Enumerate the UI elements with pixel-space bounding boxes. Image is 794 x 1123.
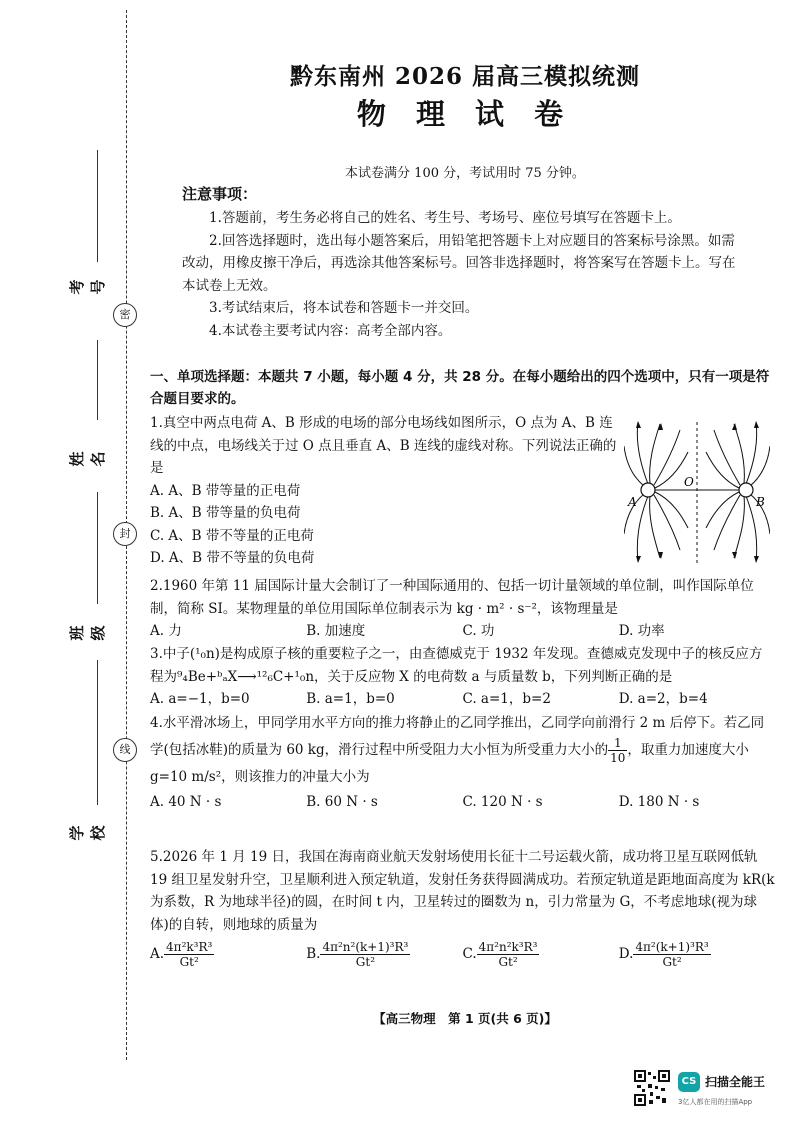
question-5-option-b bbox=[306, 940, 462, 969]
question-4-option-c: C. 120 N · s bbox=[462, 794, 543, 810]
label-b: B bbox=[756, 495, 765, 509]
option-letter: B. bbox=[306, 946, 321, 962]
question-3 bbox=[150, 643, 775, 711]
question-4-option-b: B. 60 N · s bbox=[306, 794, 378, 810]
exam-title: 黔东南州 2026 届高三模拟统测 bbox=[289, 63, 641, 90]
charge-a bbox=[641, 483, 655, 497]
qr-code-icon bbox=[634, 1070, 670, 1106]
section-heading: 一、单项选择题：本题共 7 小题，每小题 4 分，共 28 分。在每小题给出的四个选项中，只有一项是符合题目要求的。 bbox=[150, 369, 770, 407]
notice-list bbox=[182, 207, 742, 342]
question-2-stem: 2.1960 年第 11 届国际计量大会制订了一种国际通用的、包括一切计量领域的单位制，叫作国际单位制，简称 SI。某物理量的单位用国际单位制表示为 kg · m² · s⁻²，该物理量是 bbox=[150, 578, 754, 617]
question-3-option-c: C. a=1，b=2 bbox=[462, 691, 551, 707]
fraction-denominator: 10 bbox=[610, 751, 626, 765]
label-school: 学校 bbox=[68, 825, 107, 841]
fraction-numerator: 4π²(k+1)³R³ bbox=[635, 940, 709, 954]
notice-item: 3.考试结束后，将本试卷和答题卡一并交回。 bbox=[209, 300, 479, 316]
field-lines-right bbox=[706, 422, 770, 562]
fraction-numerator: 4π²n²(k+1)³R³ bbox=[322, 940, 409, 954]
label-class: 班级 bbox=[68, 625, 107, 641]
charge-b bbox=[739, 483, 753, 497]
full-score-note: 本试卷满分 100 分，考试用时 75 分钟。 bbox=[345, 166, 585, 181]
name-line[interactable] bbox=[97, 340, 98, 420]
cs-logo: CS bbox=[678, 1072, 700, 1092]
question-1-option-b: B. A、B 带等量的负电荷 bbox=[150, 505, 301, 521]
question-3-option-a: A. a=−1，b=0 bbox=[150, 691, 250, 707]
question-4-option-a: A. 40 N · s bbox=[150, 794, 222, 810]
question-3-option-b: B. a=1，b=0 bbox=[306, 691, 395, 707]
label-exam-number: 考号 bbox=[68, 279, 107, 295]
question-4-stem bbox=[150, 711, 775, 790]
seal-mark-mi: 密 bbox=[113, 303, 137, 327]
scanner-app-name: 扫描全能王 bbox=[705, 1075, 766, 1089]
question-4 bbox=[150, 711, 775, 815]
fraction-denominator: Gt² bbox=[179, 955, 199, 969]
question-2-option-b: B. 加速度 bbox=[306, 623, 366, 639]
notice-item: 4.本试卷主要考试内容：高考全部内容。 bbox=[209, 322, 452, 339]
question-2 bbox=[150, 575, 775, 643]
fraction-denominator: Gt² bbox=[355, 955, 375, 969]
option-fraction bbox=[320, 940, 410, 969]
binding-strip bbox=[0, 0, 140, 1123]
option-letter: A. bbox=[150, 946, 165, 962]
question-4-option-d: D. 180 N · s bbox=[618, 794, 700, 810]
option-letter: C. bbox=[462, 946, 477, 962]
question-3-option-d: D. a=2，b=4 bbox=[618, 691, 708, 707]
question-5-option-c bbox=[463, 940, 619, 969]
seal-mark-feng: 封 bbox=[113, 522, 137, 546]
question-4-fraction bbox=[608, 736, 627, 765]
question-5-stem: 5.2026 年 1 月 19 日，我国在海南商业航天发射场使用长征十二号运载火箭，成功将卫星互联网低轨 19 组卫星发射升空，卫星顺利进入预定轨道，发射任务获得圆满成功。若预定轨道是距地面高度为 kR(k 为系数，R 为地球半径)的圆，在时间 t 内，卫星转过的圈数为 n，引力常量为 G，不考虑地球(视为球体)的自转，则地球的质量为 bbox=[150, 849, 775, 933]
page-footer: 【高三物理 第 1 页(共 6 页)】 bbox=[373, 1011, 557, 1026]
question-2-option-c: C. 功 bbox=[462, 623, 495, 639]
question-2-option-d: D. 功率 bbox=[618, 623, 665, 639]
notice-item: 1.答题前，考生务必将自己的姓名、考生号、考场号、座位号填写在答题卡上。 bbox=[209, 210, 681, 226]
notice-item: 2.回答选择题时，选出每小题答案后，用铅笔把答题卡上对应题目的答案标号涂黑。如需改动，用橡皮擦干净后，再选涂其他答案标号。回答非选择题时，将答案写在答题卡上。写在本试卷上无效。 bbox=[182, 232, 736, 294]
question-1-option-a: A. A、B 带等量的正电荷 bbox=[150, 482, 301, 499]
option-fraction bbox=[633, 940, 710, 969]
question-4-stem-part1: 4.水平滑冰场上，甲同学用水平方向的推力将静止的乙同学推出，乙同学向前滑行 2 m 后停下。若乙同学(包括冰鞋)的质量为 60 kg，滑行过程中所受阻力大小恒为所受重力大小的 bbox=[150, 715, 765, 758]
electric-field-figure bbox=[624, 418, 770, 566]
exam-subject: 物 理 试 卷 bbox=[356, 97, 574, 131]
question-5-option-d bbox=[619, 940, 775, 969]
option-fraction bbox=[477, 940, 540, 969]
question-5 bbox=[150, 846, 775, 969]
fraction-numerator: 4π²n²k³R³ bbox=[478, 940, 538, 954]
question-1-option-d: D. A、B 带不等量的负电荷 bbox=[150, 550, 315, 566]
label-name: 姓名 bbox=[68, 451, 107, 467]
question-2-option-a: A. 力 bbox=[150, 623, 182, 639]
exam-number-line[interactable] bbox=[97, 150, 98, 262]
question-1 bbox=[150, 412, 620, 570]
notice-heading: 注意事项： bbox=[182, 185, 258, 203]
seal-mark-xian: 线 bbox=[113, 738, 137, 762]
question-1-stem: 1.真空中两点电荷 A、B 形成的电场的部分电场线如图所示，O 点为 A、B 连线的中点，电场线关于过 O 点且垂直 A、B 连线的虚线对称。下列说法正确的是 bbox=[150, 415, 617, 476]
option-letter: D. bbox=[618, 946, 634, 962]
fraction-numerator: 1 bbox=[608, 736, 627, 751]
scanner-tagline: 3亿人都在用的扫描App bbox=[678, 1098, 753, 1106]
label-a: A bbox=[628, 495, 637, 509]
field-lines-left bbox=[624, 422, 688, 562]
fraction-denominator: Gt² bbox=[498, 955, 518, 969]
option-fraction bbox=[164, 940, 214, 969]
class-line[interactable] bbox=[97, 492, 98, 604]
question-3-stem: 3.中子(¹₀n)是构成原子核的重要粒子之一，由查德威克于 1932 年发现。查德威克发现中子的核反应方程为⁹₄Be+ᵇₐX⟶¹²₆C+¹₀n，关于反应物 X 的电荷数 a 与质量数 b，下列判断正确的是 bbox=[150, 646, 763, 685]
fraction-numerator: 4π²k³R³ bbox=[166, 940, 213, 954]
question-5-option-a bbox=[150, 940, 306, 969]
school-line[interactable] bbox=[97, 660, 98, 805]
label-o: O bbox=[684, 475, 694, 489]
scanner-watermark bbox=[634, 1070, 784, 1114]
question-1-option-c: C. A、B 带不等量的正电荷 bbox=[150, 527, 314, 544]
fraction-denominator: Gt² bbox=[662, 955, 682, 969]
question-4-stem-part2: ，取重力加速度大小 g=10 m/s²，则该推力的冲量大小为 bbox=[150, 742, 749, 785]
